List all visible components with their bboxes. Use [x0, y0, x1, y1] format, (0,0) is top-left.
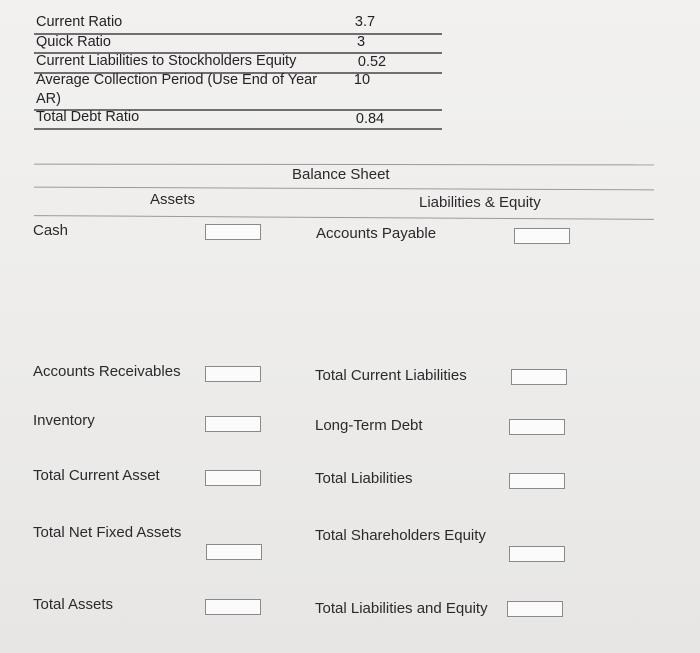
balance-sheet-title: Balance Sheet	[292, 166, 390, 183]
total-assets-input[interactable]	[205, 599, 261, 615]
ratio-label-current: Current Ratio	[36, 14, 123, 30]
accounts-payable-input[interactable]	[514, 228, 570, 244]
divider	[34, 187, 654, 191]
accounts-receivables-input[interactable]	[205, 366, 261, 382]
total-net-fixed-assets-input[interactable]	[206, 544, 262, 560]
total-shareholders-equity-input[interactable]	[509, 546, 565, 562]
liability-label-total-current: Total Current Liabilities	[315, 367, 467, 384]
total-current-liabilities-input[interactable]	[511, 369, 567, 385]
asset-label-accounts-receivables: Accounts Receivables	[33, 363, 181, 380]
ratio-value-current: 3.7	[354, 14, 376, 30]
divider	[34, 128, 442, 130]
ratio-value-debt: 0.84	[355, 111, 385, 127]
liability-label-total-liabilities: Total Liabilities	[315, 470, 413, 487]
cash-input[interactable]	[205, 224, 261, 240]
total-liabilities-input[interactable]	[509, 473, 565, 489]
asset-label-net-fixed: Total Net Fixed Assets	[33, 524, 182, 541]
liability-label-accounts-payable: Accounts Payable	[316, 225, 437, 242]
liability-label-long-term-debt: Long-Term Debt	[315, 417, 423, 434]
ratio-label-quick: Quick Ratio	[36, 34, 111, 50]
ratio-value-avg-collection: 10	[353, 72, 371, 88]
asset-label-inventory: Inventory	[33, 412, 95, 429]
total-current-asset-input[interactable]	[205, 470, 261, 486]
ratio-value-cl-to-equity: 0.52	[357, 54, 387, 70]
ratio-label-avg-collection: Average Collection Period (Use End of Year	[36, 72, 318, 88]
inventory-input[interactable]	[205, 416, 261, 432]
divider	[34, 215, 654, 220]
liabilities-equity-header: Liabilities & Equity	[419, 194, 541, 211]
ratio-label-avg-collection-line2: AR)	[36, 91, 61, 107]
long-term-debt-input[interactable]	[509, 419, 565, 435]
total-liabilities-and-equity-input[interactable]	[507, 601, 563, 617]
assets-header: Assets	[150, 191, 196, 208]
liability-label-shareholders-equity: Total Shareholders Equity	[315, 527, 486, 544]
asset-label-cash: Cash	[33, 222, 69, 239]
liability-label-total-liab-equity: Total Liabilities and Equity	[315, 600, 488, 617]
ratio-label-cl-to-equity: Current Liabilities to Stockholders Equity	[36, 53, 297, 69]
ratio-label-debt: Total Debt Ratio	[36, 109, 140, 125]
asset-label-total-current: Total Current Asset	[33, 467, 160, 484]
ratio-value-quick: 3	[356, 34, 366, 50]
asset-label-total-assets: Total Assets	[33, 596, 114, 613]
